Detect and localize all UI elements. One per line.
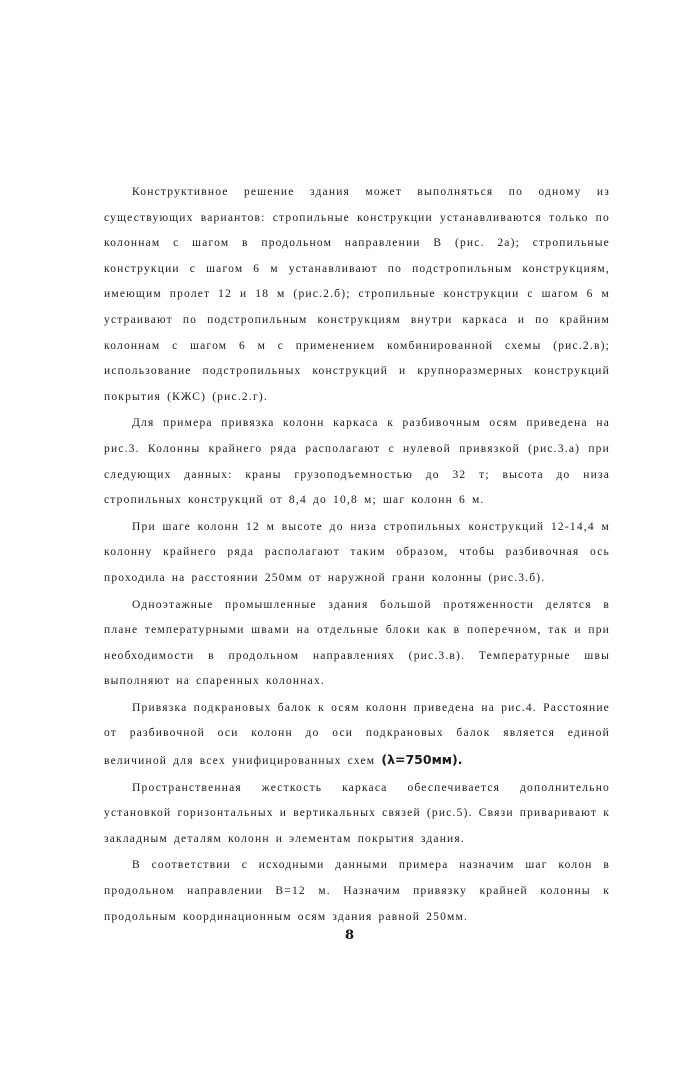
paragraph-2 — [104, 411, 610, 513]
lambda-value: (λ=750мм). — [381, 752, 463, 768]
paragraph-6-text: Пространственная жесткость каркаса обеспечивается дополнительно установкой горизонтальных и вертикальных связей (рис.5). Связи приваривают к закладным деталям колонн и элементам покрытия здания. — [104, 781, 611, 845]
paragraph-1-text: Конструктивное решение здания может выполняться по одному из существующих вариантов: стропильные конструкции устанавливаются только по колоннам с шагом в продольном направлении В (рис. 2а); стропильные конструкции с шагом 6 м устанавливают по подстропильным конструкциям, имеющим пролет 12 и 18 м (рис.2.б); стропильные конструкции с шагом 6 м устраивают по подстропильным конструкциям внутри каркаса и по крайним колоннам с шагом 6 м с применением комбинированной схемы (рис.2.в); использование подстропильных конструкций и крупноразмерных конструкций покрытия (КЖС) (рис.2.г). — [104, 186, 610, 403]
paragraph-4-text: Одноэтажные промышленные здания большой протяженности делятся в плане температурными швами на отдельные блоки как в поперечном, так и при необходимости в продольном направлениях (рис.3.в). Температурные швы выполняют на спаренных колоннах. — [104, 598, 610, 688]
body-text — [104, 180, 610, 930]
page-number: 8 — [344, 928, 355, 943]
paragraph-1 — [104, 180, 610, 410]
paragraph-3 — [104, 515, 610, 592]
paragraph-2-text: Для примера привязка колонн каркаса к разбивочным осям приведена на рис.3. Колонны крайнего ряда располагают с нулевой привязкой (рис.3.а) при следующих данных: краны грузоподъемностью до 32 т; высота до низа стропильных конструкций от 8,4 до 10,8 м; шаг колонн 6 м. — [104, 417, 610, 507]
paragraph-3-text: При шаге колонн 12 м высоте до низа стропильных конструкций 12-14,4 м колонну крайнего ряда располагают таким образом, чтобы разбивочная ось проходила на расстоянии 250мм от наружной грани колонны (рис.3.б). — [104, 520, 610, 584]
paragraph-5 — [104, 696, 610, 775]
paragraph-7 — [104, 853, 610, 930]
paragraph-4 — [104, 593, 610, 695]
paragraph-5-text: Привязка подкрановых балок к осям колонн приведена на рис.4. Расстояние от разбивочной оси колонн до оси подкрановых балок является единой величиной для всех унифицированных схем — [104, 701, 610, 768]
paragraph-7-text: В соответствии с исходными данными примера назначим шаг колон в продольном направлении В=12 м. Назначим привязку крайней колонны к продольным координационным осям здания равной 250мм. — [104, 859, 610, 923]
paragraph-6 — [104, 776, 610, 853]
